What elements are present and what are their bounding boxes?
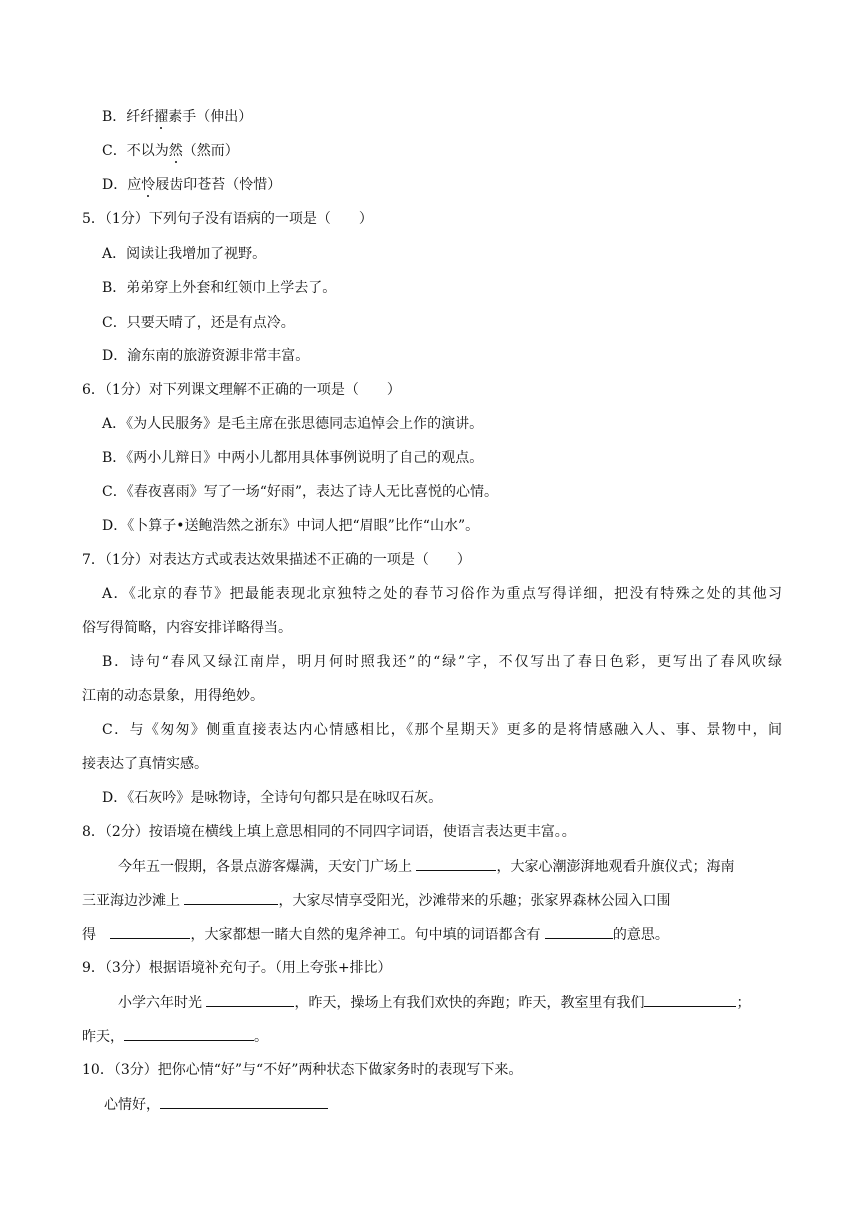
- q7-option-c-line1: C．与《匆匆》侧重直接表达内心情感相比，《那个星期天》更多的是将情感融入人、事、景物中，间: [102, 722, 782, 738]
- q8-blank-3[interactable]: [110, 924, 190, 939]
- q10-line1: 心情好，: [104, 1094, 328, 1115]
- q9-blank-2[interactable]: [644, 992, 736, 1007]
- q5-stem: 5．（1分）下列句子没有语病的一项是（ ）: [82, 211, 373, 227]
- q8-passage-line1: 今年五一假期，各景点游客爆满，天安门广场上 ，大家心潮澎湃地观看升旗仪式；海南: [118, 856, 734, 877]
- q5-option-c: C．只要天晴了，还是有点冷。: [102, 315, 295, 331]
- q6-stem: 6．（1分）对下列课文理解不正确的一项是（ ）: [82, 382, 401, 398]
- q9-passage-line1: 小学六年时光 ，昨天，操场上有我们欢快的奔跑；昨天，教室里有我们 ；: [118, 992, 750, 1013]
- q8-stem: 8．（2分）按语境在横线上填上意思相同的不同四字词语，使语言表达更丰富。。: [82, 824, 576, 840]
- emphasis-dot-char: 然: [168, 143, 183, 159]
- q10-stem: 10．（3分）把你心情“好”与“不好”两种状态下做家务时的表现写下来。: [82, 1062, 523, 1078]
- q4-option-b: B．纤纤擢素手（伸出）: [102, 109, 253, 125]
- q8-passage-line3: 得 ，大家都想一睹大自然的鬼斧神工。句中填的词语都含有 的意思。: [82, 924, 669, 945]
- emphasis-dot-char: 擢: [154, 109, 169, 125]
- q6-option-b: B．《两小儿辩日》中两小儿都用具体事例说明了自己的观点。: [102, 450, 484, 466]
- q6-option-c: C．《春夜喜雨》写了一场“好雨”，表达了诗人无比喜悦的心情。: [102, 484, 499, 500]
- q6-option-d: D．《卜算子•送鲍浩然之浙东》中词人把“眉眼”比作“山水”。: [102, 518, 480, 534]
- q8-blank-1[interactable]: [416, 856, 496, 871]
- q8-passage-line2: 三亚海边沙滩上 ，大家尽情享受阳光，沙滩带来的乐趣；张家界森林公园入口围: [82, 890, 670, 911]
- q7-option-c-line2: 接表达了真情实感。: [82, 756, 208, 772]
- q5-option-a: A．阅读让我增加了视野。: [102, 246, 267, 262]
- q9-stem: 9．（3分）根据语境补充句子。（用上夸张+排比）: [82, 960, 392, 976]
- q7-option-b-line2: 江南的动态景象，用得绝妙。: [82, 688, 264, 704]
- q7-option-a-line2: 俗写得简略，内容安排详略得当。: [82, 620, 292, 636]
- q4-option-c: C．不以为然（然而）: [102, 143, 239, 159]
- emphasis-dot-char: 怜: [141, 177, 156, 193]
- q7-option-b-line1: B．诗句“春风又绿江南岸，明月何时照我还”的“绿”字，不仅写出了春日色彩，更写出了春风吹绿: [102, 654, 782, 670]
- q8-blank-4[interactable]: [545, 924, 613, 939]
- q9-blank-3[interactable]: [124, 1026, 254, 1041]
- q5-option-b: B．弟弟穿上外套和红领巾上学去了。: [102, 280, 337, 296]
- q4-option-d: D．应怜屐齿印苍苔（怜惜）: [102, 177, 282, 193]
- q10-blank-1[interactable]: [160, 1094, 328, 1109]
- q9-passage-line2: 昨天， 。: [82, 1026, 268, 1047]
- q7-option-d: D．《石灰吟》是咏物诗，全诗句句都只是在咏叹石灰。: [102, 790, 443, 806]
- q8-blank-2[interactable]: [184, 890, 278, 905]
- q5-option-d: D．渝东南的旅游资源非常丰富。: [102, 348, 310, 364]
- q7-stem: 7．（1分）对表达方式或表达效果描述不正确的一项是（ ）: [82, 552, 471, 568]
- q9-blank-1[interactable]: [206, 992, 294, 1007]
- q6-option-a: A．《为人民服务》是毛主席在张思德同志追悼会上作的演讲。: [102, 416, 484, 432]
- q7-option-a-line1: A．《北京的春节》把最能表现北京独特之处的春节习俗作为重点写得详细，把没有特殊之处的其他习: [102, 586, 782, 602]
